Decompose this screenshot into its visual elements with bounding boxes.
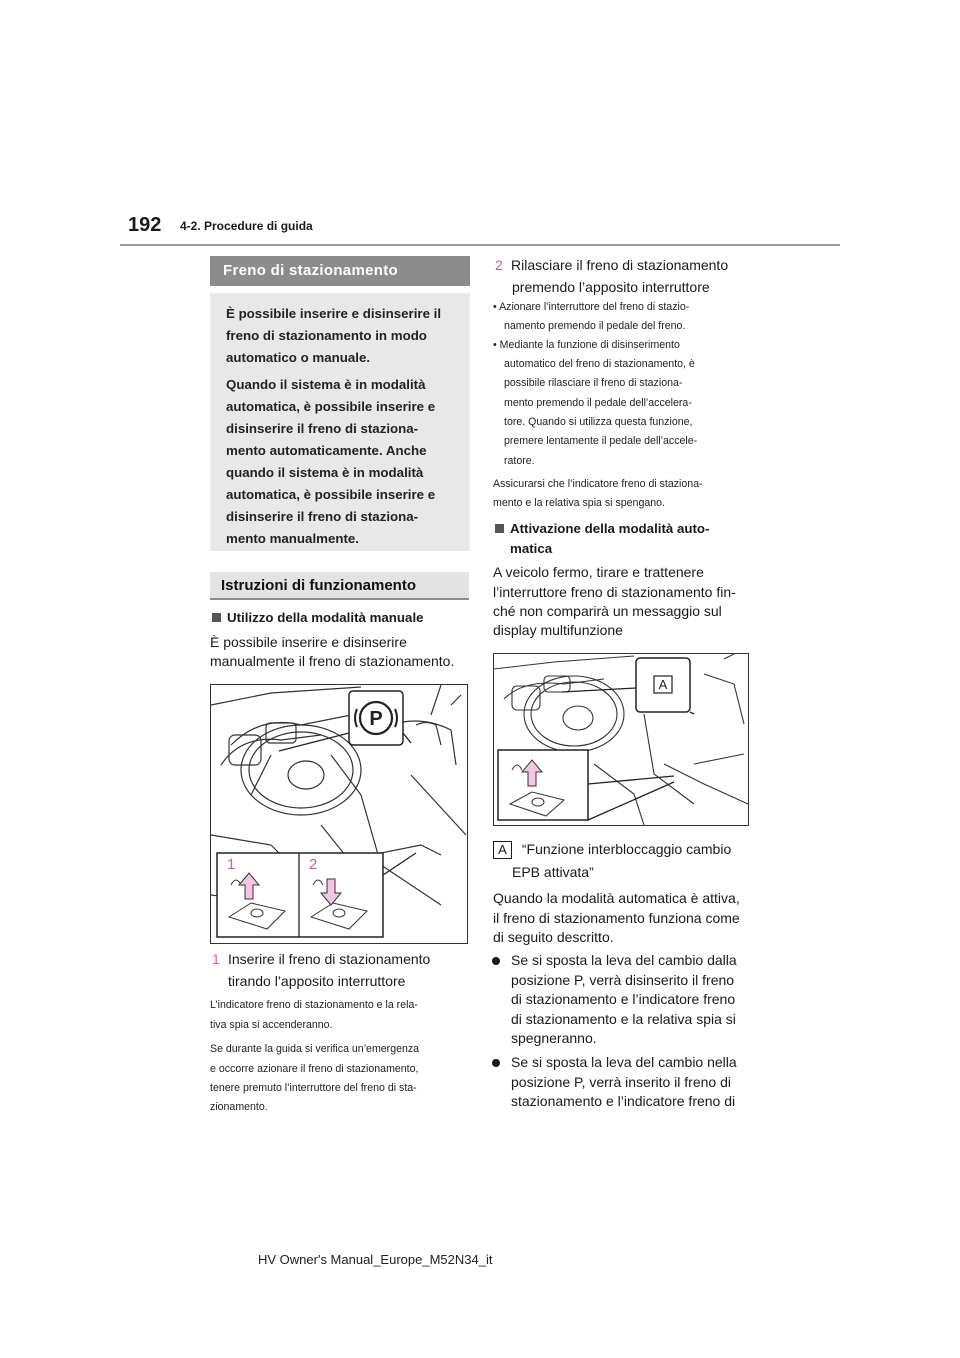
callout-title: Freno di stazionamento [210,256,470,286]
check-line-2: mento e la relativa spia si spengano. [493,497,665,509]
dot-1-text-5: spegneranno. [511,1030,597,1046]
auto-text-3: ché non comparirà un messaggio sul [493,603,722,619]
manual-mode-text-2: manualmente il freno di stazionamento. [210,653,455,669]
bullet-1-text-1: Azionare l’interruttore del freno di stazio- [499,301,690,313]
check-line-1: Assicurarsi che l’indicatore freno di staziona- [493,478,703,490]
step-2-text-1: Rilasciare il freno di stazionamento [511,257,729,273]
bullet-1-line-2: namento premendo il pedale del freno. [504,320,686,332]
step-1-note-2: tiva spia si accenderanno. [210,1019,333,1031]
dot-2-text-1: Se si sposta la leva del cambio nella [511,1054,737,1070]
figure-label-a: A [658,677,668,692]
figure-step-1-label: 1 [227,856,236,873]
dot-2-text-3: stazionamento e l’indicatore freno di [511,1093,736,1109]
dot-1-text-1: Se si sposta la leva del cambio dalla [511,952,737,968]
callout-body [210,293,470,551]
step-1-text-1: Inserire il freno di stazionamento [228,951,431,967]
section-title: 4-2. Procedure di guida [180,219,313,233]
manual-mode-heading [212,610,424,625]
dot-bullet-1 [492,951,752,1049]
svg-text:P: P [369,708,383,730]
callout-paragraph-1: È possibile inserire e disinserire il freno di stazionamento in modo automatico o manuale. [226,306,442,365]
auto-mode-figure [493,653,749,826]
step-2-line-1 [495,256,728,275]
callout-paragraph-2: Quando il sistema è in modalità automatica, è possibile inserire e disinserire il freno di staziona-mento automaticamente. Anche quando il sistema è in modalità automatica, è possibile inserire e disinserire il freno di staziona-mento manualmente. [226,377,436,546]
bullet-dot-icon [492,957,500,965]
auto-desc-3: di seguito descritto. [493,929,614,945]
footer-text: HV Owner's Manual_Europe_M52N34_it [258,1252,493,1267]
bullet-2-line-3: possibile rilasciare il freno di staziona- [504,377,683,389]
dot-2-text-2: posizione P, verrà inserito il freno di [511,1073,731,1090]
step-1-note2-4: zionamento. [210,1101,268,1113]
step-2-line-2: premendo l’apposito interruttore [512,279,710,295]
bullet-2-line-6: premere lentamente il pedale dell’accele- [504,435,698,447]
instructions-heading: Istruzioni di funzionamento [210,572,469,600]
auto-mode-heading-text-1: Attivazione della modalità auto- [510,521,710,536]
dot-1-text-3: di stazionamento e l’indicatore freno [511,991,736,1007]
bullet-2-line-7: ratore. [504,455,535,467]
square-bullet-icon [212,613,221,622]
auto-desc-2: il freno di stazionamento funziona come [493,910,740,926]
auto-mode-heading-2: matica [510,541,553,556]
bullet-2-line-5: tore. Quando si utilizza questa funzione, [504,416,693,428]
dot-bullet-2 [492,1053,752,1112]
manual-mode-text-1: È possibile inserire e disinserire [210,634,407,650]
page-number: 192 [128,214,162,236]
bullet-2-line-2: automatico del freno di stazionamento, è [504,358,695,370]
manual-mode-heading-text: Utilizzo della modalità manuale [227,610,424,625]
caption-a-line-2: EPB attivata” [512,864,594,880]
bullet-dot-icon [492,1059,500,1067]
header-divider [120,244,840,246]
dot-1-text-2: posizione P, verrà disinserito il freno [511,971,735,988]
bullet-2-text-1: Mediante la funzione di disinserimento [499,339,680,351]
step-2-number: 2 [495,257,503,273]
step-1-note2-1: Se durante la guida si verifica un’emergenza [210,1043,420,1055]
step-1-note2-3: tenere premuto l’interruttore del freno di sta- [210,1082,417,1094]
step-1-number: 1 [212,951,220,967]
square-bullet-icon [495,524,504,533]
bullet-2-line-4: mento premendo il pedale dell’accelera- [504,397,692,409]
dot-1-text-4: di stazionamento e la relativa spia si [511,1010,736,1027]
auto-text-1: A veicolo fermo, tirare e trattenere [493,564,704,580]
parking-brake-figure [210,684,468,944]
caption-a-text-1: “Funzione interbloccaggio cambio [521,841,732,857]
bullet-1-line-1: • Azionare l’interruttore del freno di stazio- [493,301,690,313]
step-1-line-1 [212,950,430,969]
caption-a-line-1 [493,840,731,859]
step-1-note-1: L’indicatore freno di stazionamento e la rela- [210,999,418,1011]
auto-mode-illustration [494,654,748,825]
auto-mode-heading [495,521,709,536]
step-1-note2-2: e occorre azionare il freno di stazionamento, [210,1063,419,1075]
auto-text-4: display multifunzione [493,622,623,638]
step-1-line-2: tirando l’apposito interruttore [228,973,406,989]
dashboard-illustration [211,685,467,943]
figure-step-2-label: 2 [309,856,318,873]
auto-text-2: l’interruttore freno di stazionamento fin- [493,584,736,600]
auto-desc-1: Quando la modalità automatica è attiva, [493,890,740,906]
bullet-2-line-1: • Mediante la funzione di disinserimento [493,339,680,351]
label-a-icon: A [493,841,512,859]
